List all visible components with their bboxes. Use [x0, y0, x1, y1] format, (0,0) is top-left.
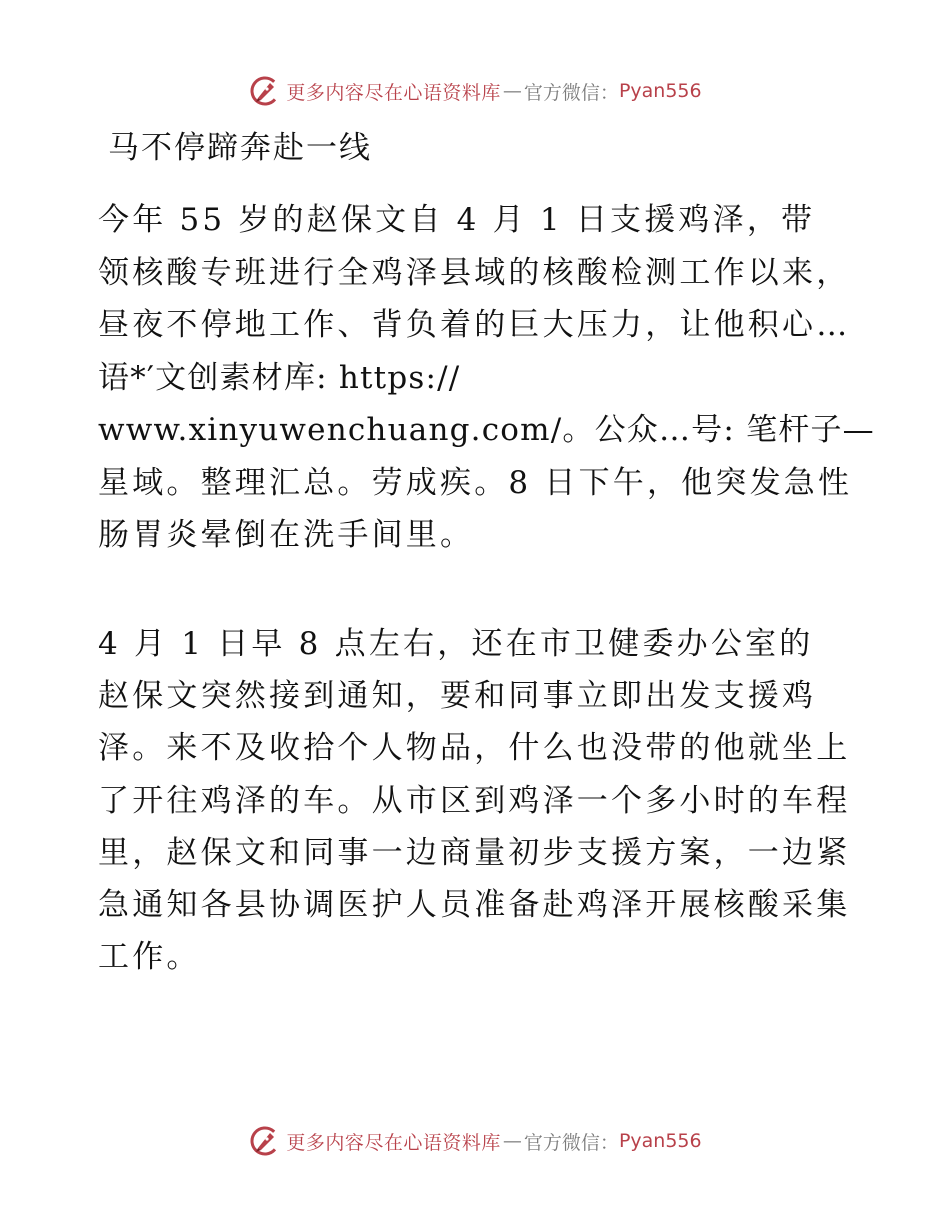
- paragraph-line: 里，赵保文和同事一边商量初步支援方案，一边紧: [98, 834, 851, 871]
- paragraph-line: 工作。: [98, 939, 201, 976]
- paragraph-line: 肠胃炎晕倒在洗手间里。: [98, 517, 475, 553]
- watermark-separator: —: [502, 80, 522, 102]
- paragraph-line: 了开往鸡泽的车。从市区到鸡泽一个多小时的车程: [98, 782, 851, 819]
- watermark-contact-id: Pyan556: [618, 80, 702, 102]
- paragraph-line: www.xinyuwenchuang.com/。公众…号: 笔杆子—: [98, 412, 875, 448]
- paragraph-line: 赵保文突然接到通知，要和同事立即出发支援鸡: [98, 678, 817, 715]
- watermark-separator: —: [502, 1130, 522, 1152]
- paragraph-2: [98, 622, 853, 979]
- paragraph-line: 急通知各县协调医护人员准备赴鸡泽开展核酸采集: [98, 886, 851, 923]
- paragraph-line: 泽。来不及收拾个人物品，什么也没带的他就坐上: [98, 730, 851, 767]
- watermark-contact-label: 官方微信：: [523, 1131, 619, 1154]
- paragraph-line: 语*′文创素材库: https://: [98, 359, 461, 396]
- pen-nib-logo-icon: [248, 1124, 282, 1158]
- header-watermark: [0, 74, 950, 108]
- watermark-text: 更多内容尽在心语资料库: [286, 1131, 501, 1154]
- watermark-contact-label: 官方微信：: [523, 81, 619, 104]
- paragraph-line: 昼夜不停地工作、背负着的巨大压力，让他积心…: [98, 307, 851, 343]
- paragraph-line: 今年 55 岁的赵保文自 4 月 1 日支援鸡泽，带: [98, 202, 816, 238]
- watermark-text: 更多内容尽在心语资料库: [286, 81, 501, 104]
- article-title: 马不停蹄奔赴一线: [108, 130, 372, 166]
- footer-watermark: [0, 1124, 950, 1158]
- watermark-contact-id: Pyan556: [618, 1130, 702, 1152]
- paragraph-line: 4 月 1 日早 8 点左右，还在市卫健委办公室的: [98, 626, 814, 662]
- pen-nib-logo-icon: [248, 74, 282, 108]
- paragraph-line: 星域。整理汇总。劳成疾。8 日下午，他突发急性: [98, 464, 853, 501]
- paragraph-1: [98, 198, 875, 558]
- paragraph-line: 领核酸专班进行全鸡泽县域的核酸检测工作以来，: [98, 254, 851, 291]
